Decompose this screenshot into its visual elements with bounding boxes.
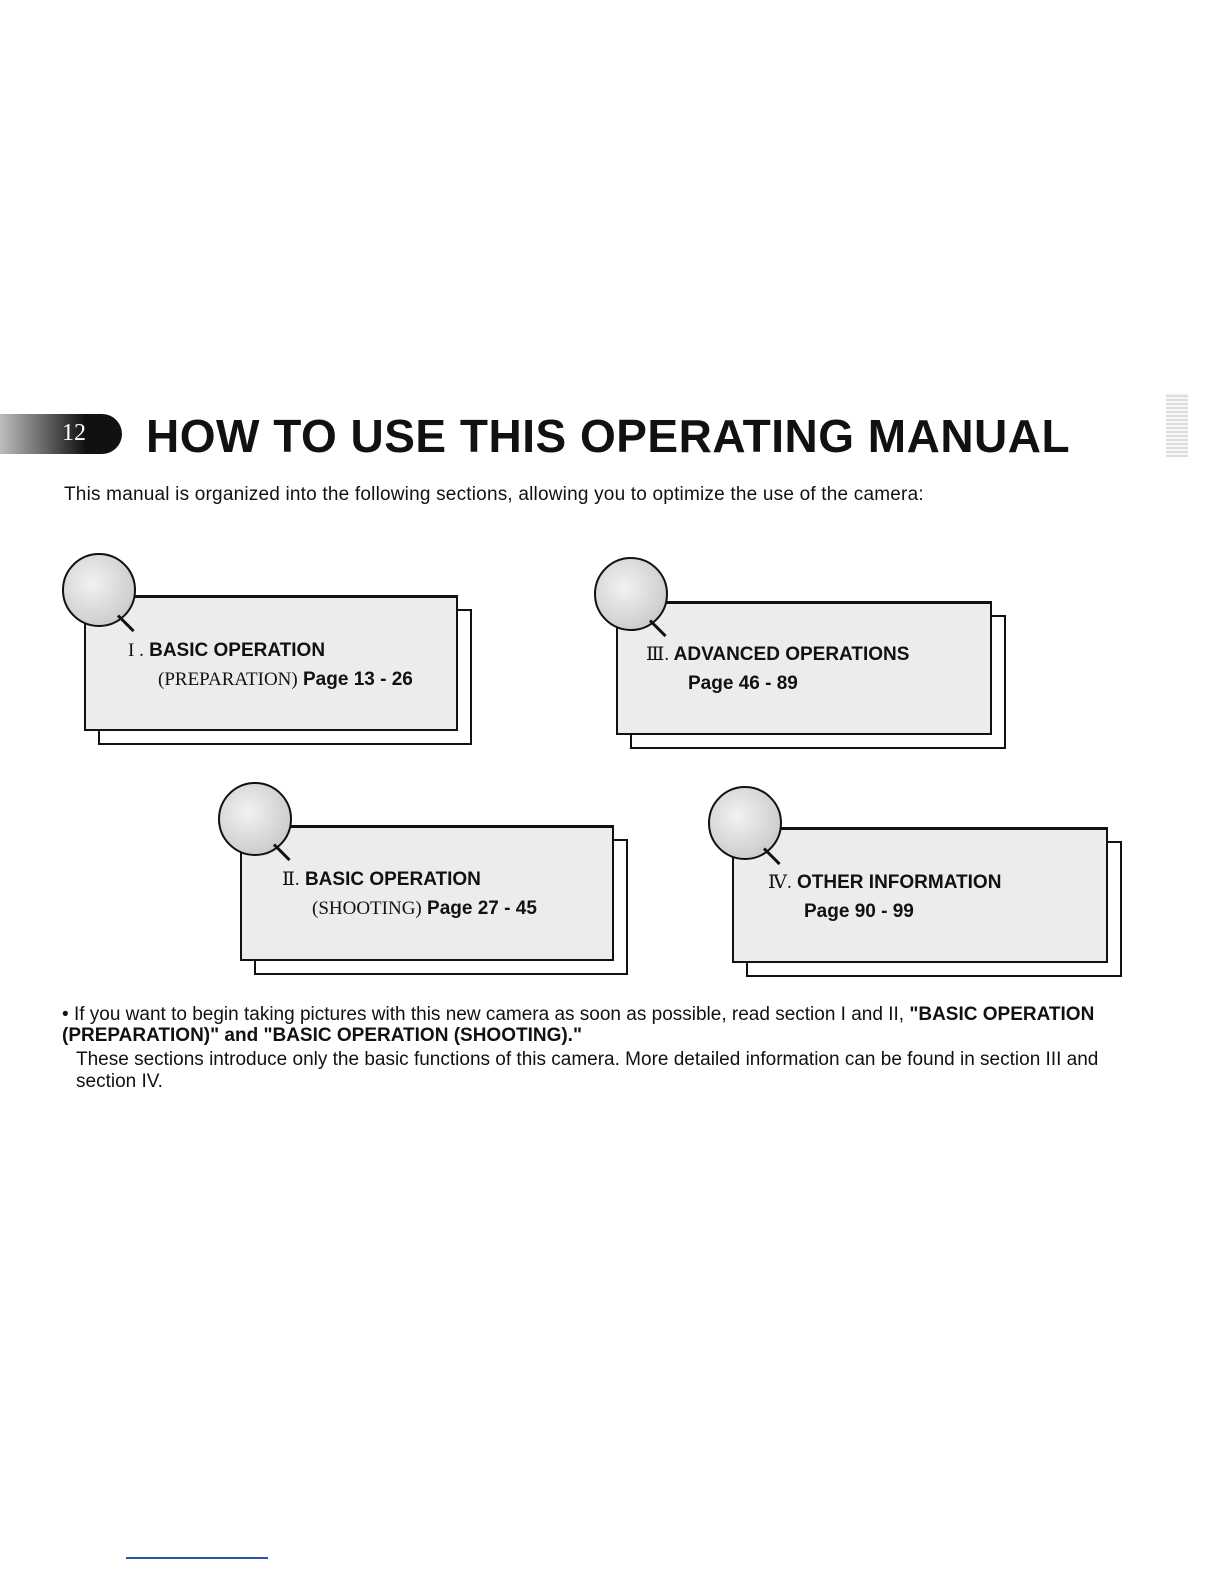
- card-panel: [732, 827, 1108, 963]
- section-card-4: [732, 827, 1122, 977]
- section-3-pages-line: [688, 673, 798, 695]
- page-number-tab: [0, 414, 122, 454]
- scan-edge-mark: [1166, 393, 1188, 457]
- reading-advice-text: If you want to begin taking pictures with this new camera as soon as possible, read section I and II,: [73, 1004, 905, 1025]
- section-1-pages: Page 13 - 26: [303, 669, 413, 690]
- reading-advice: [62, 1004, 1130, 1046]
- intro-text: This manual is organized into the following sections, allowing you to optimize the use of the camera:: [64, 484, 924, 505]
- section-3-heading: [646, 643, 909, 666]
- page-number: 12: [62, 420, 86, 446]
- reading-advice-section-names: "BASIC OPERATION (PREPARATION)" and "BASIC OPERATION (SHOOTING).": [62, 1004, 1095, 1046]
- footer-rule: [126, 1557, 268, 1559]
- section-2-pages-line: [312, 898, 537, 920]
- section-2-heading: [282, 868, 481, 891]
- section-card-3: [616, 601, 1006, 749]
- card-panel: [84, 595, 458, 731]
- section-3-title: ADVANCED OPERATIONS: [673, 644, 910, 665]
- card-panel: [240, 825, 614, 961]
- section-2-numeral: Ⅱ.: [282, 869, 300, 890]
- magnifier-circle-icon: [594, 557, 668, 631]
- section-1-subtitle: (PREPARATION): [158, 669, 298, 690]
- section-2-subtitle: (SHOOTING): [312, 898, 422, 919]
- bullet: •: [62, 1004, 69, 1025]
- magnifier-circle-icon: [708, 786, 782, 860]
- section-4-numeral: Ⅳ.: [768, 872, 792, 893]
- page-title: HOW TO USE THIS OPERATING MANUAL: [146, 410, 1071, 462]
- section-4-title: OTHER INFORMATION: [797, 872, 1002, 893]
- section-3-numeral: Ⅲ.: [646, 644, 670, 665]
- magnifier-circle-icon: [218, 782, 292, 856]
- section-1-heading: [128, 640, 325, 662]
- section-4-heading: [768, 871, 1001, 894]
- section-1-numeral: I .: [128, 640, 144, 661]
- section-1-pages-line: [158, 669, 413, 691]
- section-4-pages: Page 90 - 99: [804, 901, 914, 922]
- reading-advice-detail: These sections introduce only the basic functions of this camera. More detailed information can be found in section III and section IV.: [76, 1049, 1099, 1092]
- section-3-pages: Page 46 - 89: [688, 673, 798, 694]
- section-1-title: BASIC OPERATION: [149, 640, 326, 661]
- section-2-pages: Page 27 - 45: [427, 898, 537, 919]
- card-panel: [616, 601, 992, 735]
- section-4-pages-line: [804, 901, 914, 923]
- section-2-title: BASIC OPERATION: [304, 869, 481, 890]
- magnifier-circle-icon: [62, 553, 136, 627]
